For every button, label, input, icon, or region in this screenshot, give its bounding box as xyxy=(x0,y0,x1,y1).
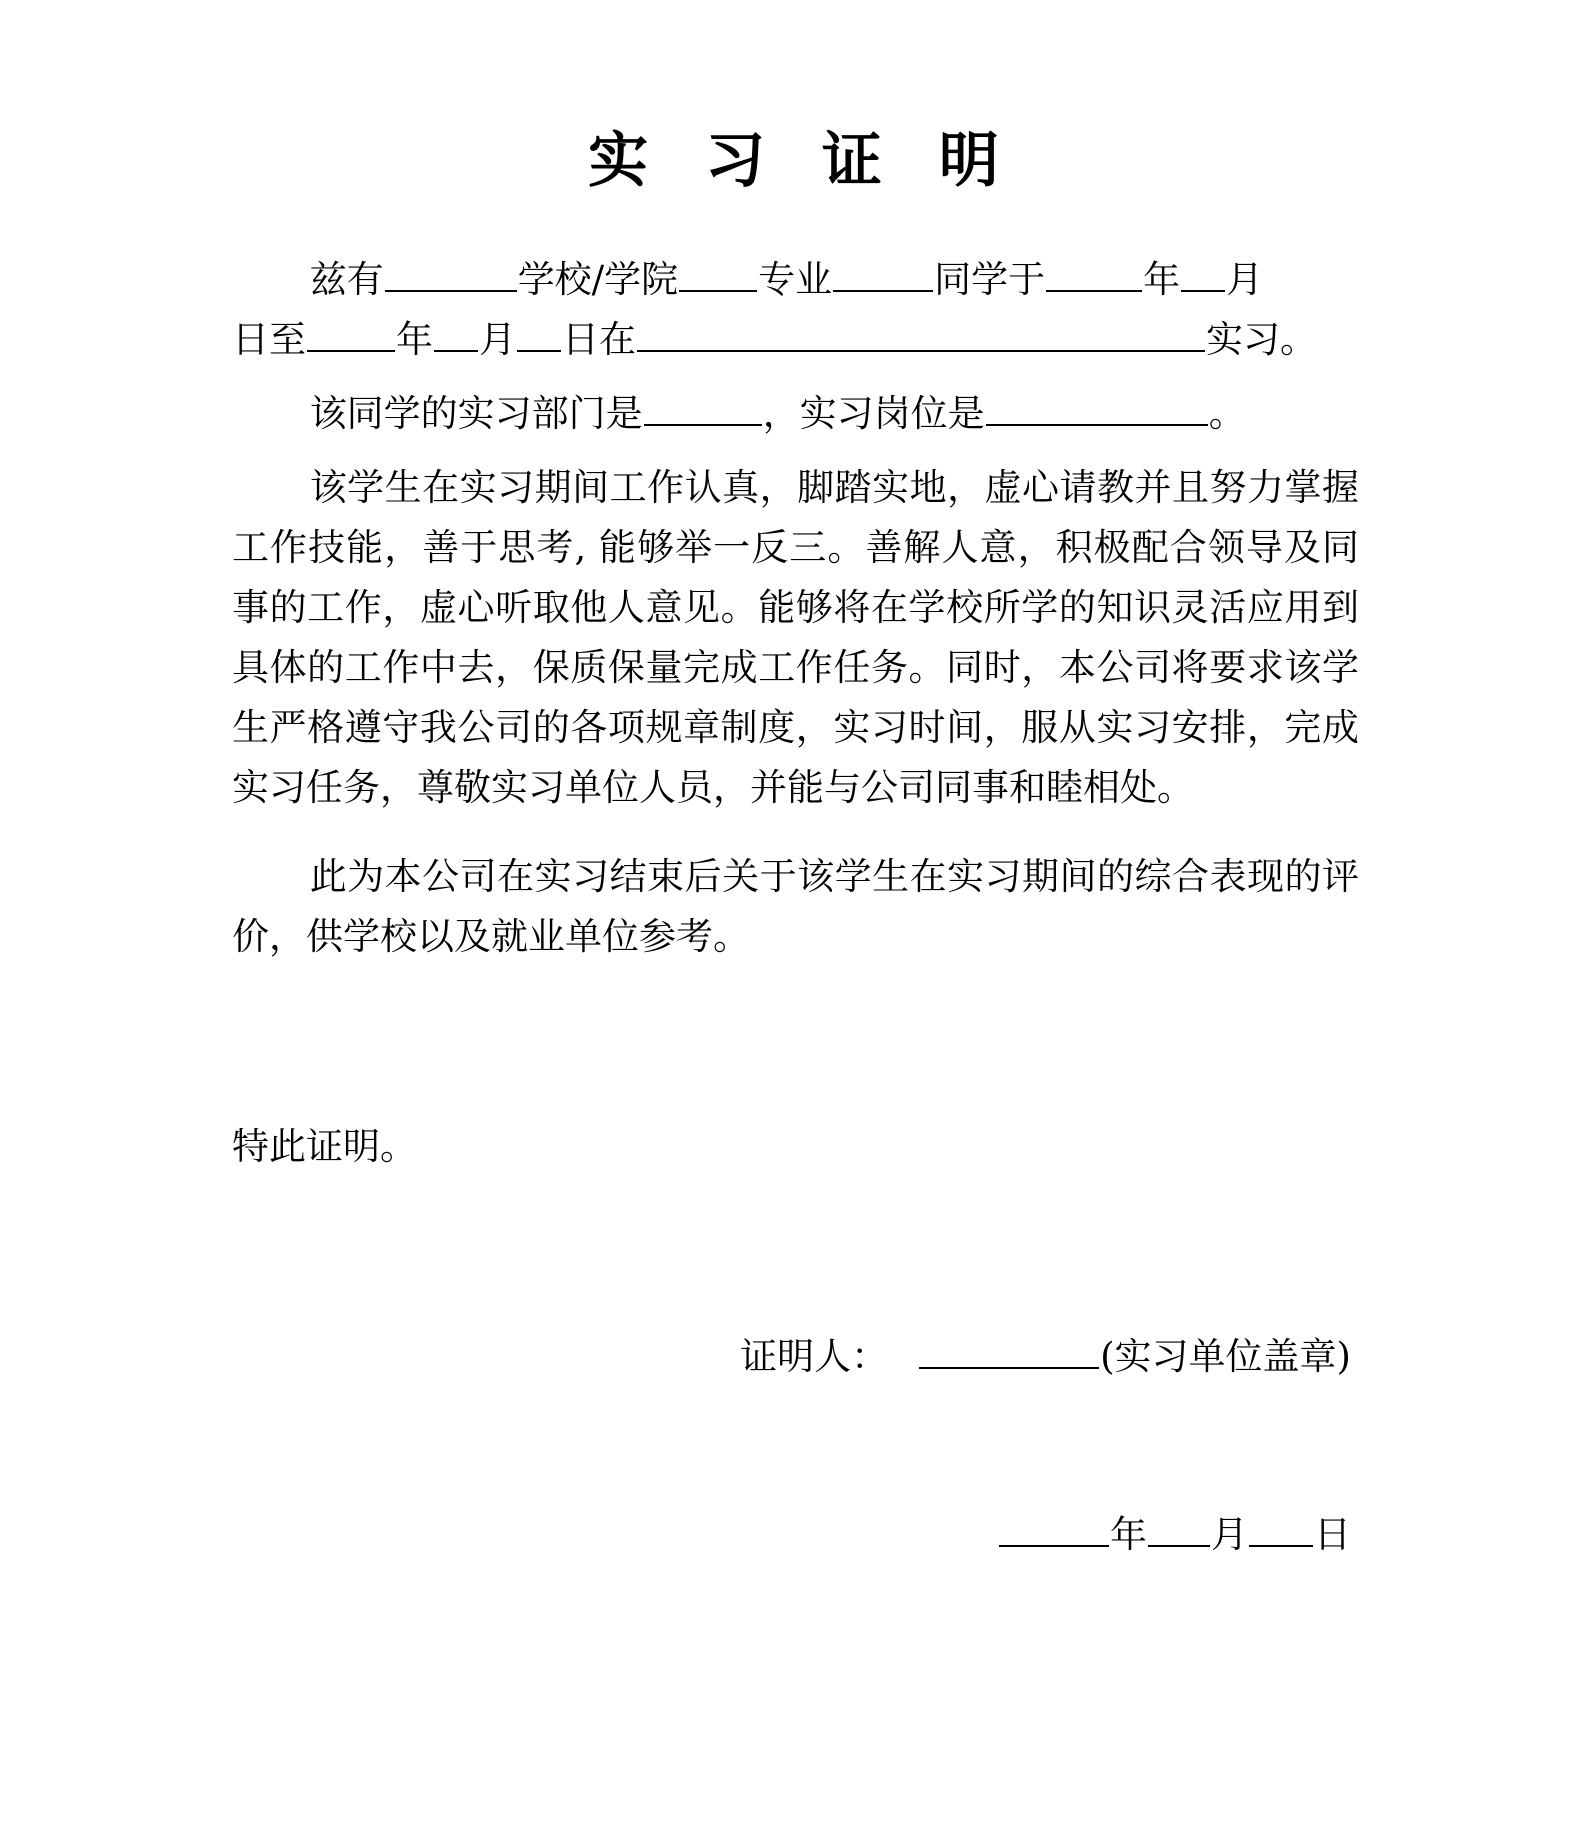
blank-position[interactable] xyxy=(986,385,1208,426)
text-shixi: 实习。 xyxy=(1206,317,1317,361)
blank-start-year[interactable] xyxy=(1046,251,1142,292)
paragraph-internship-period xyxy=(232,310,1359,370)
text-zi-you: 兹有 xyxy=(309,258,384,301)
blank-start-month[interactable] xyxy=(1181,251,1225,292)
signer-label: 证明人： xyxy=(740,1335,889,1379)
text-period: 。 xyxy=(1208,391,1246,435)
spacer xyxy=(232,370,1359,384)
text-ri-zai: 日在 xyxy=(562,317,636,361)
page-title: 实 习 证 明 xyxy=(588,126,1017,196)
date-row xyxy=(232,1505,1359,1565)
date-day-label: 日 xyxy=(1314,1513,1351,1557)
blank-school[interactable] xyxy=(385,251,517,292)
text-post-label: ，实习岗位是 xyxy=(762,391,985,435)
text-dept-label: 该同学的实习部门是 xyxy=(309,391,643,435)
blank-end-month[interactable] xyxy=(434,311,478,352)
signature-row xyxy=(232,1327,1359,1387)
text-year-2: 年 xyxy=(396,317,433,361)
blank-major[interactable] xyxy=(679,251,757,292)
paragraph-student-info xyxy=(232,250,1359,310)
blank-signer[interactable] xyxy=(919,1328,1099,1369)
text-month: 月 xyxy=(1226,258,1264,301)
date-month-label: 月 xyxy=(1211,1513,1248,1557)
spacer xyxy=(232,817,1359,847)
paragraph-closing: 特此证明。 xyxy=(232,1125,417,1169)
blank-sign-month[interactable] xyxy=(1148,1506,1210,1547)
signature-block xyxy=(0,1327,1587,1565)
paragraph-department-position xyxy=(232,384,1359,444)
blank-student-name[interactable] xyxy=(833,251,933,292)
blank-end-day[interactable] xyxy=(517,311,561,352)
text-ri-zhi: 日至 xyxy=(232,317,306,361)
blank-company[interactable] xyxy=(637,311,1205,352)
text-year: 年 xyxy=(1143,258,1181,301)
blank-sign-year[interactable] xyxy=(999,1506,1109,1547)
date-year-label: 年 xyxy=(1110,1513,1147,1557)
stamp-note: (实习单位盖章) xyxy=(1100,1335,1351,1379)
text-school: 学校/学院 xyxy=(517,258,679,301)
document-body xyxy=(0,250,1587,1177)
blank-sign-day[interactable] xyxy=(1249,1506,1313,1547)
spacer xyxy=(232,967,1359,1117)
blank-department[interactable] xyxy=(644,385,762,426)
text-major: 专业 xyxy=(758,258,833,301)
text-classmate: 同学于 xyxy=(934,258,1046,301)
spacer xyxy=(232,444,1359,458)
text-month-2: 月 xyxy=(479,317,516,361)
paragraph-purpose: 此为本公司在实习结束后关于该学生在实习期间的综合表现的评价，供学校以及就业单位参考。 xyxy=(232,855,1359,959)
blank-end-year[interactable] xyxy=(307,311,395,352)
paragraph-evaluation: 该学生在实习期间工作认真，脚踏实地，虚心请教并且努力掌握工作技能，善于思考, 能够举一反三。善解人意，积极配合领导及同事的工作，虚心听取他人意见。能够将在学校所学的知识灵活应用到具体的工作中去，保质保量完成工作任务。同时，本公司将要求该学生严格遵守我公司的各项规章制度，实习时间，服从实习安排，完成实习任务，尊敬实习单位人员，并能与公司同事和睦相处。 xyxy=(232,465,1359,809)
